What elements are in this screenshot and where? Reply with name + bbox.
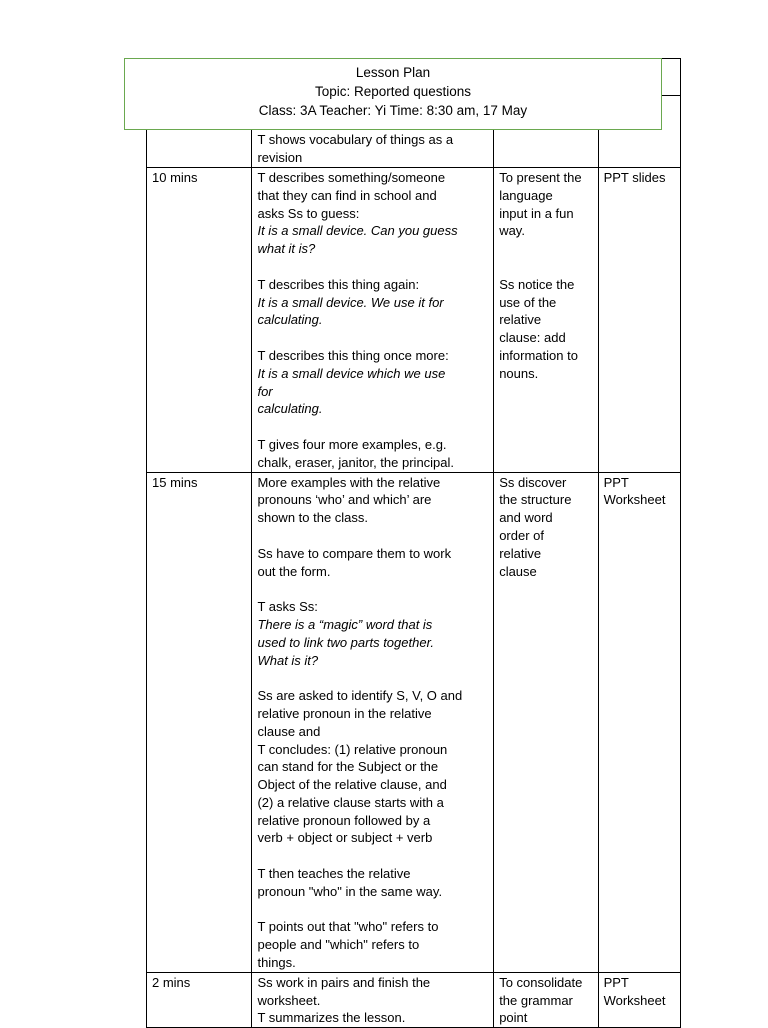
procedure-line: There is a “magic” word that is (257, 616, 433, 632)
procedure-line: shown to the class. (257, 510, 369, 526)
purpose-line: To present the (499, 170, 582, 185)
resources-cell (598, 972, 680, 1027)
purpose-line: information to (499, 347, 578, 363)
purpose-line: To consolidate (499, 974, 583, 990)
stage-time: 2 mins (152, 974, 191, 990)
lesson-stages (147, 168, 681, 1028)
procedure-line: pronouns ‘who’ and which’ are (257, 492, 432, 508)
procedure-line: calculating. (257, 312, 323, 328)
procedure-line: It is a small device. We use it for (257, 294, 444, 310)
procedure-line: for (257, 383, 273, 399)
purpose-line: relative (499, 312, 542, 328)
procedure-line: clause and (257, 723, 321, 739)
procedure-line: out the form. (257, 563, 331, 579)
procedure-line: T describes something/someone (257, 170, 446, 185)
table-row (147, 972, 681, 1027)
procedure-line: calculating. (257, 401, 323, 417)
procedure-line: verb + object or subject + verb (257, 830, 433, 846)
procedure-line: T gives four more examples, e.g. (257, 436, 447, 452)
purpose-line: relative (499, 545, 542, 561)
procedure-line (257, 901, 489, 919)
procedure-line: T describes this thing once more: (257, 347, 449, 363)
procedure-line: T summarizes the lesson. (257, 1010, 406, 1026)
stage-time: 10 mins (152, 170, 198, 185)
time-cell (147, 472, 252, 972)
lesson-title: Lesson Plan (355, 65, 431, 80)
procedure-cell (252, 472, 494, 972)
procedure-line: pronoun "who" in the same way. (257, 883, 443, 899)
purpose-line: point (499, 1010, 528, 1026)
procedure-line (257, 418, 489, 436)
purpose-line: language (499, 187, 553, 203)
procedure-line: Object of the relative clause, and (257, 777, 447, 793)
resource-line: PPT slides (603, 170, 666, 185)
procedure-line: what it is? (257, 241, 316, 257)
procedure-line: T describes this thing again: (257, 276, 420, 292)
procedure-line (257, 258, 489, 276)
purpose-line: clause: add (499, 330, 566, 346)
procedure-line: can stand for the Subject or the (257, 759, 439, 775)
resources-cell (598, 472, 680, 972)
purpose-line: clause (499, 563, 537, 579)
procedure-line: worksheet. (257, 992, 321, 1008)
time-cell (147, 168, 252, 473)
procedure-line: It is a small device which we use (257, 365, 446, 381)
procedure-line: asks Ss to guess: (257, 205, 360, 221)
purpose-line: way. (499, 223, 525, 239)
time-cell (147, 972, 252, 1027)
purpose-line: use of the (499, 294, 557, 310)
purpose-line: the grammar (499, 992, 573, 1008)
lesson-header-box (124, 58, 662, 130)
procedure-line: T shows vocabulary of things as a (257, 132, 454, 148)
purpose-line: Ss notice the (499, 276, 575, 292)
resources-cell (598, 168, 680, 473)
lesson-class-info: Class: 3A Teacher: Yi Time: 8:30 am, 17 May (258, 103, 528, 118)
procedure-line: T asks Ss: (257, 599, 318, 615)
table-row (147, 168, 681, 473)
purpose-cell (494, 972, 598, 1027)
resource-line: PPT (603, 474, 629, 490)
procedure-line (257, 580, 489, 598)
procedure-line: What is it? (257, 652, 319, 668)
procedure-line: things. (257, 955, 296, 971)
procedure-line: people and "which" refers to (257, 937, 420, 953)
purpose-line (499, 258, 593, 276)
resource-line: PPT (603, 974, 629, 990)
procedure-cell (252, 168, 494, 473)
procedure-line: Ss are asked to identify S, V, O and (257, 688, 463, 704)
purpose-line: order of (499, 527, 544, 543)
resource-line: Worksheet (603, 492, 666, 508)
purpose-line: input in a fun (499, 205, 574, 221)
procedure-line: relative pronoun followed by a (257, 812, 431, 828)
procedure-line: Ss work in pairs and finish the (257, 974, 431, 990)
procedure-line (257, 847, 489, 865)
lesson-topic: Topic: Reported questions (314, 84, 472, 99)
procedure-line: More examples with the relative (257, 474, 441, 490)
procedure-line: T concludes: (1) relative pronoun (257, 741, 448, 757)
procedure-line: (2) a relative clause starts with a (257, 794, 444, 810)
purpose-line: the structure (499, 492, 572, 508)
procedure-line: T points out that "who" refers to (257, 919, 439, 935)
purpose-line: Ss discover (499, 474, 567, 490)
procedure-line (257, 669, 489, 687)
purpose-cell (494, 472, 598, 972)
procedure-line: Ss have to compare them to work (257, 545, 452, 561)
purpose-line: nouns. (499, 365, 539, 381)
table-row (147, 472, 681, 972)
lesson-plan-table (146, 58, 681, 1028)
procedure-cell (252, 972, 494, 1027)
procedure-line: relative pronoun in the relative (257, 705, 432, 721)
procedure-line (257, 329, 489, 347)
procedure-line: T then teaches the relative (257, 866, 411, 882)
purpose-cell (494, 168, 598, 473)
procedure-line: that they can find in school and (257, 187, 437, 203)
procedure-line: It is a small device. Can you guess (257, 223, 458, 239)
purpose-line: and word (499, 510, 553, 526)
procedure-line: revision (257, 150, 303, 166)
resource-line: Worksheet (603, 992, 666, 1008)
procedure-line (257, 527, 489, 545)
procedure-line: used to link two parts together. (257, 634, 435, 650)
purpose-line (499, 240, 593, 258)
stage-time: 15 mins (152, 474, 198, 490)
procedure-line: chalk, eraser, janitor, the principal. (257, 454, 455, 470)
